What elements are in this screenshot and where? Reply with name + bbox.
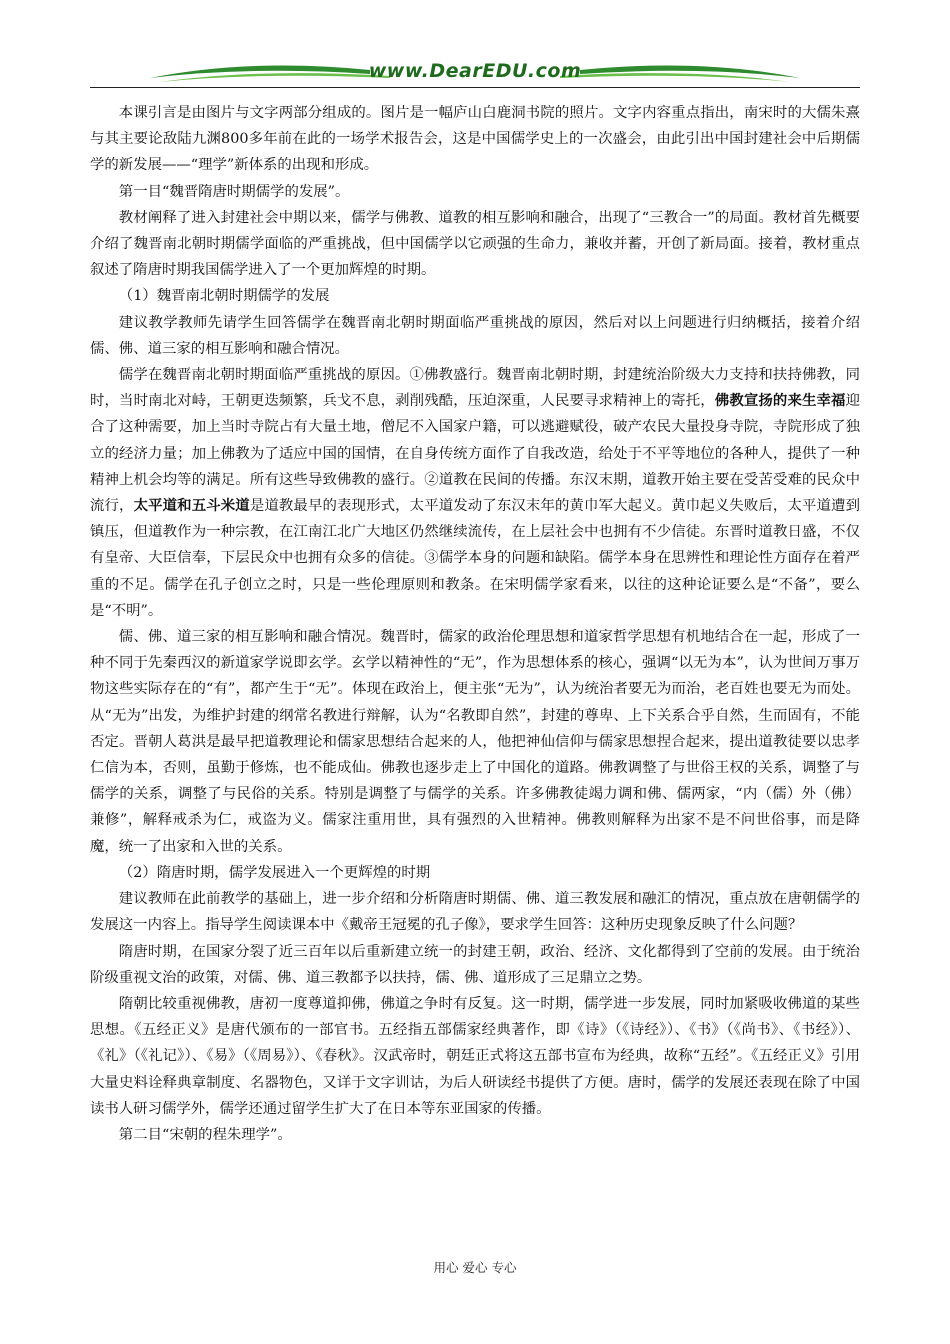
text-run: 儒学在魏晋南北朝时期面临严重挑战的原因。①佛教盛行。魏晋南北朝时期，封建统治阶级大力支持和扶持佛教，同时，当时南北对峙，王朝更迭频繁，兵戈不息，剥削残酷，压迫深重，人民要寻求精神上的寄托，	[90, 367, 860, 410]
site-logo-text: www.DearEDU.com	[368, 60, 582, 82]
paragraph-five-classics: 隋朝比较重视佛教，唐初一度尊道抑佛，佛道之争时有反复。这一时期，儒学进一步发展，同时加紧吸收佛道的某些思想。《五经正义》是唐代颁布的一部官书。五经指五部儒家经典著作，即《诗》（《诗经》）、《书》（《尚书》、《书经》）、《礼》（《礼记》）、《易》（《周易》）、《春秋》。汉武帝时，朝廷正式将这五部书宣布为经典，故称“五经”。《五经正义》引用大量史料诠释典章制度、名器物色，又详于文字训诂，为后人研读经书提供了方便。唐时，儒学的发展还表现在除了中国读书人研习儒学外，儒学还通过留学生扩大了在日本等东亚国家的传播。	[90, 995, 860, 1117]
document-body	[90, 100, 860, 1148]
paragraph-intro: 本课引言是由图片与文字两部分组成的。图片是一幅庐山白鹿洞书院的照片。文字内容重点指出，南宋时的大儒朱熹与其主要论敌陆九渊800多年前在此的一场学术报告会，这是中国儒学史上的一次盛会，由此引出中国封建社会中后期儒学的新发展——“理学”新体系的出现和形成。	[90, 105, 860, 174]
subsection-heading-2: （2）隋唐时期，儒学发展进入一个更辉煌的时期	[118, 864, 431, 881]
text-run: 迎合了这种需要，加上当时寺院占有大量土地，僧尼不入国家户籍，可以逃避赋役，破产农民大量投身寺院，寺院形成了独立的经济力量；加上佛教为了适应中国的国情，在自身传统方面作了自我改造，给处于不平等地位的各种人，提供了一种精神上机会均等的满足。所有这些导致佛教的盛行。②道教在民间的传播。东汉末期，道教开始主要在受苦受难的民众中流行，	[90, 393, 860, 515]
bold-text-run: 佛教宣扬的来生幸福	[714, 392, 846, 410]
text-run: 是道教最早的表现形式，太平道发动了东汉末年的黄巾军大起义。黄巾起义失败后，太平道遭到镇压，但道教作为一种宗教，在江南江北广大地区仍然继续流传，在上层社会中也拥有不少信徒。东晋时道教日盛，不仅有皇帝、大臣信奉，下层民众中也拥有众多的信徒。③儒学本身的问题和缺陷。儒学本身在思辨性和理论性方面存在着严重的不足。儒学在孔子创立之时，只是一些伦理原则和教条。在宋明儒学家看来，以往的这种论证要么是“不备”，要么是“不明”。	[90, 498, 860, 619]
paragraph-sui-tang: 隋唐时期，在国家分裂了近三百年以后重新建立统一的封建王朝，政治、经济、文化都得到了空前的发展。由于统治阶级重视文治的政策，对儒、佛、道三教都予以扶持，儒、佛、道形成了三足鼎立之势。	[90, 943, 860, 986]
page-footer: 用心 爱心 专心	[433, 1260, 517, 1275]
section-heading-1: 第一目“魏晋隋唐时期儒学的发展”。	[118, 183, 350, 200]
paragraph-three-teachings: 儒、佛、道三家的相互影响和融合情况。魏晋时，儒家的政治伦理思想和道家哲学思想有机地结合在一起，形成了一种不同于先秦西汉的新道家学说即玄学。玄学以精神性的“无”，作为思想体系的核心，强调“以无为本”，认为世间万事万物这些实际存在的“有”，都产生于“无”。体现在政治上，便主张“无为”，认为统治者要无为而治，老百姓也要无为而处。从“无为”出发，为维护封建的纲常名教进行辩解，认为“名教即自然”，封建的尊卑、上下关系合乎自然，生而固有，不能否定。晋朝人葛洪是最早把道教理论和儒家思想结合起来的人，他把神仙信仰与儒家思想捏合起来，提出道教徒要以忠孝仁信为本，否则，虽勤于修炼，也不能成仙。佛教也逐步走上了中国化的道路。佛教调整了与世俗王权的关系，调整了与儒学的关系，调整了与民俗的关系。特别是调整了与儒学的关系。许多佛教徒竭力调和佛、儒两家，“内（儒）外（佛）兼修”，解释戒杀为仁，戒盗为义。儒家注重用世，具有强烈的入世精神。佛教则解释为出家不是不问世俗事，而是降魔，统一了出家和入世的关系。	[90, 629, 860, 855]
paragraph-overview: 教材阐释了进入封建社会中期以来，儒学与佛教、道教的相互影响和融合，出现了“三教合一”的局面。教材首先概要介绍了魏晋南北朝时期儒学面临的严重挑战，但中国儒学以它顽强的生命力，兼收并蓄，开创了新局面。接着，教材重点叙述了隋唐时期我国儒学进入了一个更加辉煌的时期。	[90, 209, 860, 279]
header-divider	[90, 87, 860, 88]
paragraph-teaching-suggestion-2: 建议教师在此前教学的基础上，进一步介绍和分析隋唐时期儒、佛、道三教发展和融汇的情况，重点放在唐朝儒学的发展这一内容上。指导学生阅读课本中《戴帝王冠冕的孔子像》，要求学生回答：这种历史现象反映了什么问题？	[90, 891, 860, 934]
paragraph-challenges	[90, 362, 860, 624]
page-header	[90, 56, 860, 92]
section-heading-2: 第二目“宋朝的程朱理学”。	[118, 1126, 292, 1143]
paragraph-teaching-suggestion-1: 建议教学教师先请学生回答儒学在魏晋南北朝时期面临严重挑战的原因，然后对以上问题进行归纳概括，接着介绍儒、佛、道三家的相互影响和融合情况。	[90, 314, 860, 357]
subsection-heading-1: （1）魏晋南北朝时期儒学的发展	[118, 288, 330, 305]
bold-text-run: 太平道和五斗米道	[133, 497, 250, 515]
